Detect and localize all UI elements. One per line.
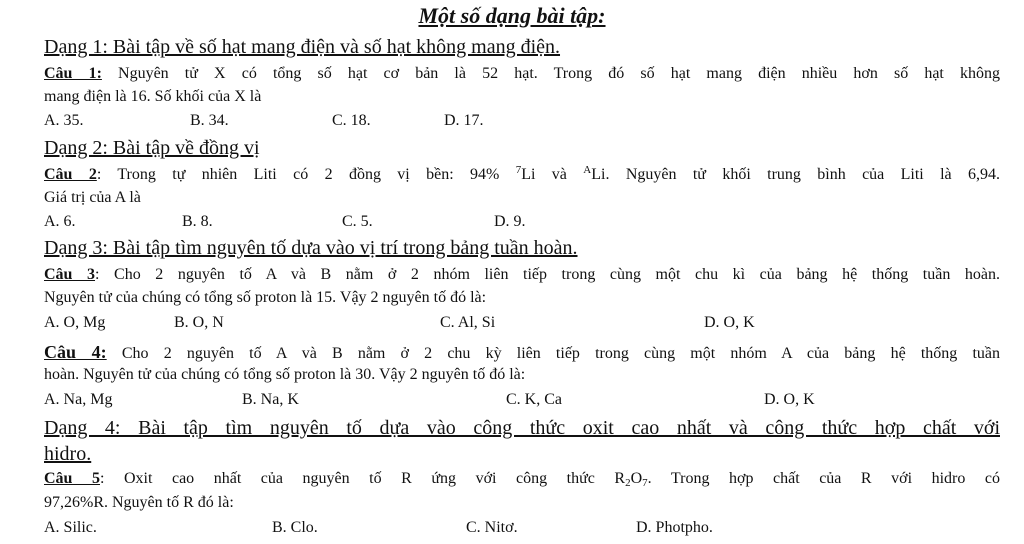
question-2-option-b: B. 8. (182, 213, 213, 230)
question-3-line-1 (44, 267, 1000, 283)
question-2-text-pre: : Trong tự nhiên Liti có 2 đồng vị bền: 94% (96, 166, 516, 183)
question-5-sub-2: 7 (642, 477, 648, 489)
question-3-line-2: Nguyên tử của chúng có tổng số proton là 15. Vậy 2 nguyên tố đó là: (44, 289, 487, 306)
section-heading-3: Dạng 3: Bài tập tìm nguyên tố dựa vào vị trí trong bảng tuần hoàn. (44, 237, 578, 259)
question-3-option-a: A. O, Mg (44, 314, 106, 331)
question-1-text-1: Nguyên tử X có tổng số hạt cơ bản là 52 hạt. Trong đó số hạt mang điện nhiều hơn số hạt không (101, 65, 1000, 82)
question-3-text-1: : Cho 2 nguyên tố A và B nằm ở 2 nhóm liên tiếp trong cùng một chu kì của bảng hệ thống tuần hoàn. (95, 266, 1000, 283)
question-5-text-mid: O (630, 470, 643, 487)
question-3-option-c: C. Al, Si (440, 314, 496, 331)
question-3-label: Câu 3 (44, 266, 96, 283)
question-5-text-pre: : Oxit cao nhất của nguyên tố R ứng với công thức R (100, 470, 626, 487)
question-5-option-d: D. Photpho. (636, 519, 713, 536)
question-3-option-d: D. O, K (704, 314, 755, 331)
question-5-option-b: B. Clo. (272, 519, 318, 536)
question-2-option-a: A. 6. (44, 213, 76, 230)
section-heading-4-line-2: hidro. (44, 443, 92, 465)
question-2-option-d: D. 9. (494, 213, 526, 230)
question-2-line-1 (44, 164, 1001, 183)
section-heading-4-line-1: Dạng 4: Bài tập tìm nguyên tố dựa vào công thức oxit cao nhất và công thức hợp chất với (44, 417, 1000, 439)
question-1-label: Câu 1: (44, 65, 102, 82)
question-1-option-a: A. 35. (44, 112, 84, 129)
question-1-option-c: C. 18. (332, 112, 371, 129)
question-1-line-1 (44, 66, 1000, 82)
question-2-sup-2: A (583, 164, 592, 176)
question-5-line-2: 97,26%R. Nguyên tố R đó là: (44, 494, 234, 511)
question-5-sub-1: 2 (625, 477, 631, 489)
question-2-option-c: C. 5. (342, 213, 373, 230)
question-2-text-mid: Li và (521, 166, 584, 183)
page-title: Một số dạng bài tập: (418, 3, 606, 28)
question-5-option-a: A. Silic. (44, 519, 97, 536)
question-4-option-d: D. O, K (764, 391, 815, 408)
question-4-label: Câu 4: (44, 342, 107, 362)
question-1-line-2: mang điện là 16. Số khối của X là (44, 88, 262, 105)
question-2-text-post: Li. Nguyên tử khối trung bình của Liti là 6,94. (591, 166, 1001, 183)
question-4-option-a: A. Na, Mg (44, 391, 113, 408)
question-5-label: Câu 5 (44, 470, 100, 487)
question-2-sup-1: 7 (515, 164, 522, 176)
question-1-option-d: D. 17. (444, 112, 484, 129)
question-4-line-2: hoàn. Nguyên tử của chúng có tổng số proton là 30. Vậy 2 nguyên tố đó là: (44, 366, 526, 383)
question-5-text-post: . Trong hợp chất của R với hidro có (647, 470, 1001, 487)
question-4-option-b: B. Na, K (242, 391, 299, 408)
question-4-line-1 (44, 343, 1000, 362)
question-4-option-c: C. K, Ca (506, 391, 562, 408)
question-2-line-2: Giá trị của A là (44, 189, 141, 206)
section-heading-2: Dạng 2: Bài tập về đồng vị (44, 137, 260, 159)
section-heading-1: Dạng 1: Bài tập về số hạt mang điện và số hạt không mang điện. (44, 36, 561, 58)
question-5-line-1 (44, 471, 1000, 487)
question-4-text-1: Cho 2 nguyên tố A và B nằm ở 2 chu kỳ liên tiếp trong cùng một nhóm A của bảng hệ thống tuần (106, 345, 1000, 362)
question-5-option-c: C. Nitơ. (466, 519, 518, 536)
question-2-label: Câu 2 (44, 166, 97, 183)
question-1-option-b: B. 34. (190, 112, 229, 129)
question-3-option-b: B. O, N (174, 314, 224, 331)
